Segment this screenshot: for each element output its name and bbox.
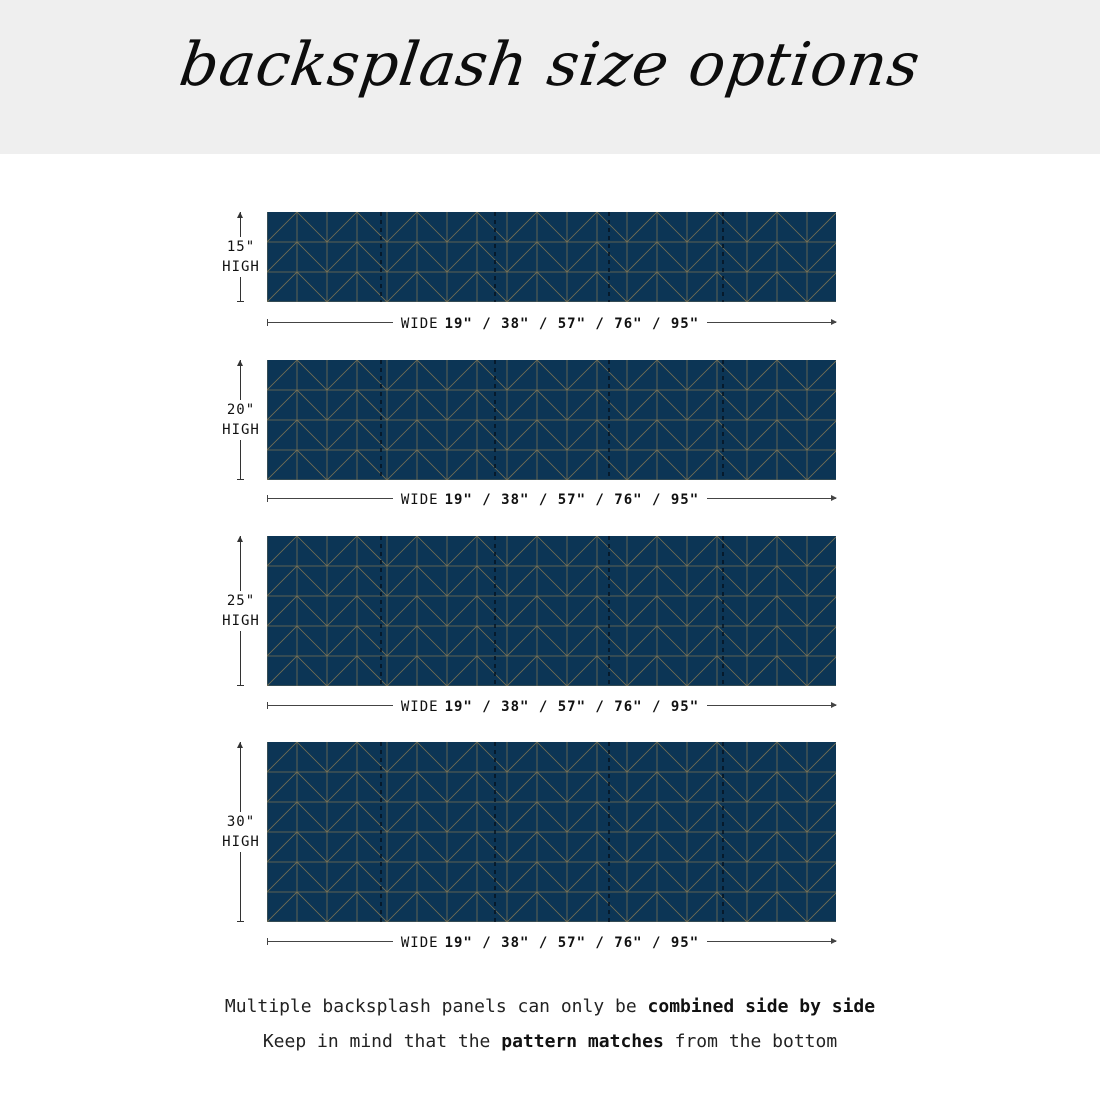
note-combine-text: Multiple backsplash panels can only be	[224, 996, 648, 1017]
note-pattern	[0, 1031, 1100, 1052]
note-pattern-bold: pattern matches	[501, 1031, 664, 1052]
width-prefix: WIDE	[400, 699, 439, 715]
height-label	[214, 591, 268, 631]
chevron-pattern	[267, 536, 836, 686]
note-combine-bold: combined side by side	[647, 996, 876, 1017]
width-label	[0, 313, 1100, 332]
width-label	[0, 696, 1100, 715]
header-banner	[0, 0, 1100, 154]
width-values: 19" / 38" / 57" / 76" / 95"	[444, 316, 700, 332]
chevron-pattern	[267, 212, 836, 302]
height-label	[214, 812, 268, 852]
note-pattern-tail: from the bottom	[663, 1031, 838, 1052]
height-value: 30"	[226, 814, 256, 830]
height-label	[214, 237, 268, 277]
height-suffix: HIGH	[222, 422, 260, 438]
width-label	[0, 932, 1100, 951]
width-values: 19" / 38" / 57" / 76" / 95"	[444, 492, 700, 508]
width-values: 19" / 38" / 57" / 76" / 95"	[444, 699, 700, 715]
pattern-lines	[267, 360, 836, 480]
pattern-panel	[267, 360, 836, 480]
pattern-panel	[267, 536, 836, 686]
height-value: 25"	[226, 593, 256, 609]
chevron-pattern	[267, 360, 836, 480]
pattern-panel	[267, 212, 836, 302]
height-label	[214, 400, 268, 440]
height-suffix: HIGH	[222, 834, 260, 850]
width-label	[0, 489, 1100, 508]
width-prefix: WIDE	[400, 935, 439, 951]
pattern-lines	[267, 742, 836, 922]
note-pattern-text: Keep in mind that the	[262, 1031, 502, 1052]
note-combine	[0, 996, 1100, 1017]
height-value: 20"	[226, 402, 256, 418]
height-suffix: HIGH	[222, 259, 260, 275]
height-value: 15"	[226, 239, 256, 255]
height-suffix: HIGH	[222, 613, 260, 629]
page-title: backsplash size options	[175, 30, 925, 100]
pattern-lines	[267, 212, 836, 302]
pattern-lines	[267, 536, 836, 686]
width-prefix: WIDE	[400, 316, 439, 332]
pattern-panel	[267, 742, 836, 922]
chevron-pattern	[267, 742, 836, 922]
width-prefix: WIDE	[400, 492, 439, 508]
width-values: 19" / 38" / 57" / 76" / 95"	[444, 935, 700, 951]
